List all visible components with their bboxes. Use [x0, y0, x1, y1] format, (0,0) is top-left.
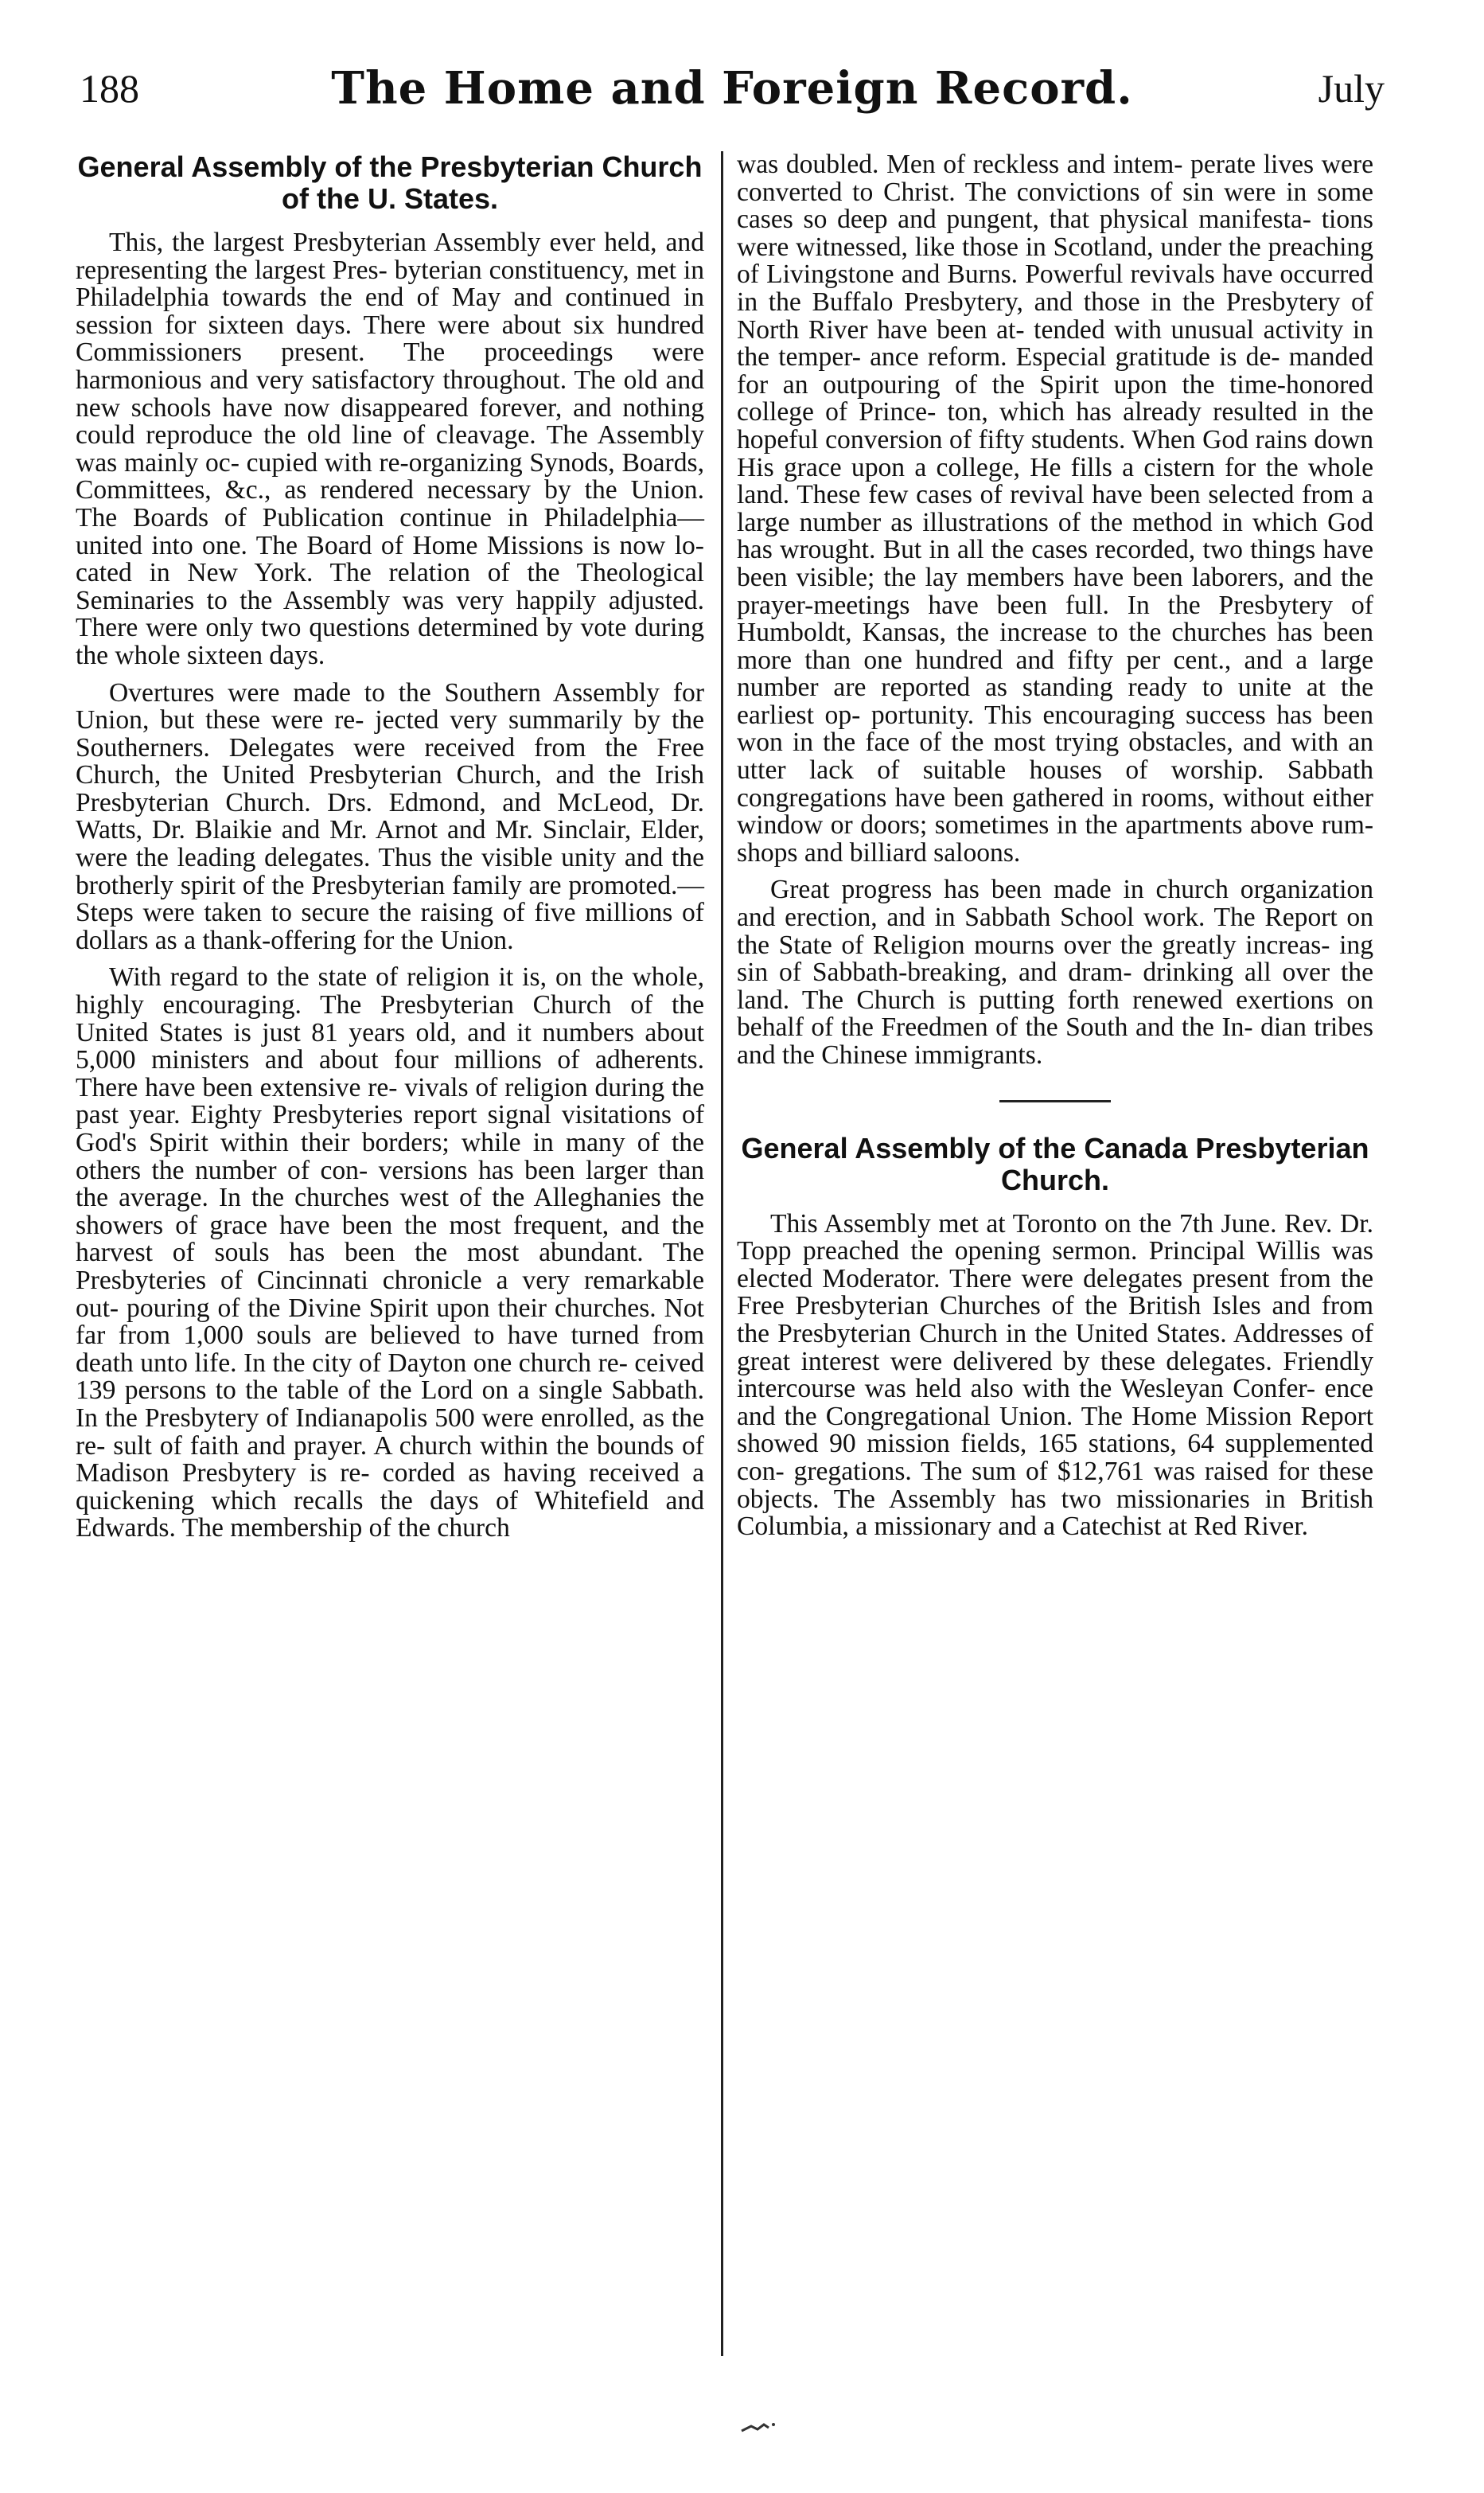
issue-month: July — [1318, 66, 1385, 111]
right-column — [737, 151, 1373, 1551]
ink-smudge — [740, 2420, 778, 2436]
paragraph-continued: was doubled. Men of reckless and intem- perate lives were converted to Christ. The convictions of sin were in some cases so deep and pungent, that physical manifesta- tions were witnessed, like those in Scotland, under the preaching of Livingstone and Burns. Powerful revivals have occurred in the Buffalo Presbytery, and those in the Presbytery of North River have been at- tended with unusual activity in the temper- ance reform. Especial gratitude is de- manded for an outpouring of the Spirit upon the time-honored college of Prince- ton, which has already resulted in the hopeful conversion of fifty students. When God rains down His grace upon a college, He fills a cistern for the whole land. These few cases of revival have been selected from a large number as illustrations of the method in which God has wrought. But in all the cases recorded, two things have been visible; the lay members have been laborers, and the prayer-meetings have been full. In the Presbytery of Humboldt, Kansas, the increase to the churches has been more than one hundred and fifty per cent., and a large number are reported as standing ready to unite at the earliest op- portunity. This encouraging success has been won in the face of the most trying obstacles, and with an utter lack of suitable houses of worship. Sabbath congregations have been gathered in rooms, without either window or doors; sometimes in the apartments above rum-shops and billiard saloons. — [737, 150, 1373, 868]
paragraph: This, the largest Presbyterian Assembly ever held, and representing the largest Pres- byterian constituency, met in Philadelphia towards the end of May and continued in session for sixteen days. There were about six hundred Commissioners present. The proceedings were harmonious and very satisfactory throughout. The old and new schools have now disappeared forever, and nothing could reproduce the old line of cleavage. The Assembly was mainly oc- cupied with re-organizing Synods, Boards, Committees, &c., as rendered necessary by the Union. The Boards of Publication continue in Philadelphia—united into one. The Board of Home Missions is now lo- cated in New York. The relation of the Theological Seminaries to the Assembly was very happily adjusted. There were only two questions determined by vote during the whole sixteen days. — [76, 228, 704, 670]
column-divider — [721, 151, 723, 2356]
page-number: 188 — [80, 66, 139, 111]
paragraph: Great progress has been made in church organization and erection, and in Sabbath School work. The Report on the State of Religion mourns over the greatly increas- ing sin of Sabbath-breaking, and dram- drinking all over the land. The Church is putting forth renewed exertions on behalf of the Freedmen of the South and the In- dian tribes and the Chinese immigrants. — [737, 875, 1373, 1070]
running-header — [80, 62, 1385, 121]
article-title: General Assembly of the Presbyterian Church of the U. States. — [77, 150, 703, 215]
paragraph: With regard to the state of religion it is, on the whole, highly encouraging. The Presbyterian Church of the United States is just 81 years old, and it numbers about 5,000 ministers and about four millions of adherents. There have been extensive re- vivals of religion during the past year. Eighty Presbyteries report signal visitations of God's Spirit within their borders; while in many of the others the number of con- versions has been larger than the average. In the churches west of the Alleghanies the showers of grace have been the most frequent, and the harvest of souls has been the most abundant. The Presbyteries of Cincinnati chronicle a very remarkable out- pouring of the Divine Spirit upon their churches. Not far from 1,000 souls are believed to have turned from death unto life. In the city of Dayton one church re- ceived 139 persons to the table of the Lord on a single Sabbath. In the Presbytery of Indianapolis 500 were enrolled, as the re- sult of faith and prayer. A church within the bounds of Madison Presbytery is re- corded as having received a quickening which recalls the days of Whitefield and Edwards. The membership of the church — [76, 962, 704, 1543]
paragraph: Overtures were made to the Southern Assembly for Union, but these were re- jected very summarily by the Southerners. Delegates were received from the Free Church, the United Presbyterian Church, and the Irish Presbyterian Church. Drs. Edmond, and McLeod, Dr. Watts, Dr. Blaikie and Mr. Arnot and Mr. Sinclair, Elder, were the leading delegates. Thus the visible unity and the brotherly spirit of the Presbyterian family are promoted.— Steps were taken to secure the raising of five millions of dollars as a thank-offering for the Union. — [76, 677, 704, 955]
left-column — [76, 151, 704, 1552]
section-divider — [999, 1100, 1111, 1102]
paragraph: This Assembly met at Toronto on the 7th June. Rev. Dr. Topp preached the opening sermon. Principal Willis was elected Moderator. There were delegates present from the Free Presbyterian Churches of the British Isles and from the Presbyterian Church in the United States. Addresses of great interest were delivered by these delegates. Friendly intercourse was held also with the Wesleyan Confer- ence and the Congregational Union. The Home Mission Report showed 90 mission fields, 165 stations, 64 supplemented con- gregations. The sum of $12,761 was raised for these objects. The Assembly has two missionaries in British Columbia, a missionary and a Catechist at Red River. — [737, 1208, 1373, 1542]
journal-title: The Home and Foreign Record. — [331, 62, 1133, 115]
second-article-title: General Assembly of the Canada Presbyterian Church. — [741, 1131, 1369, 1196]
